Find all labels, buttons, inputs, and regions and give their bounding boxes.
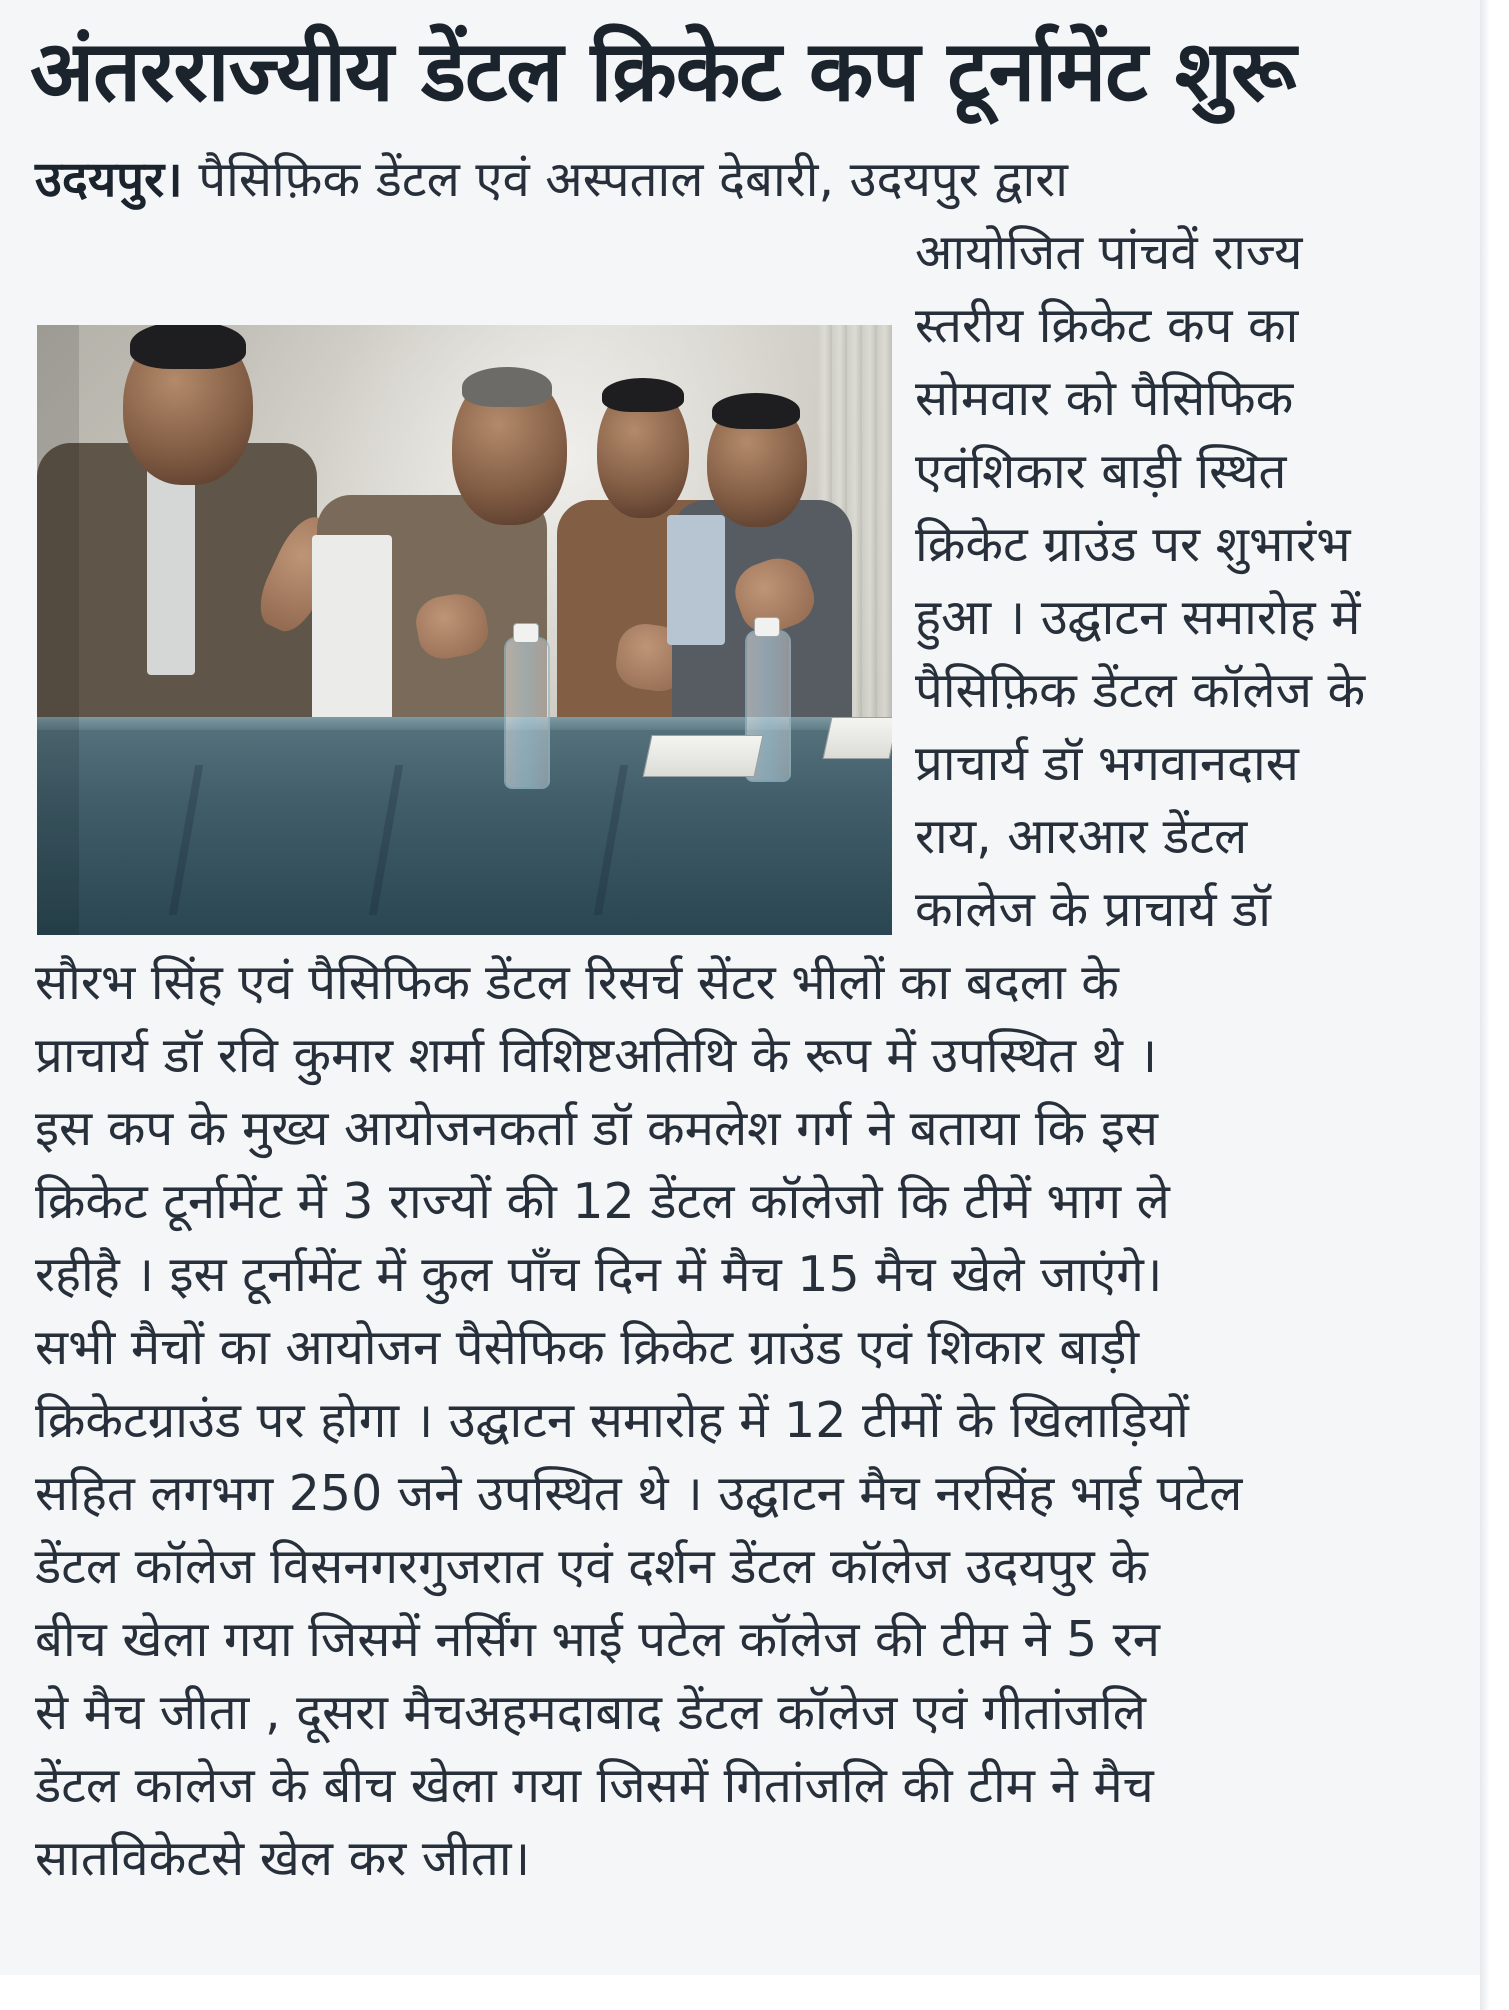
water-bottle-left	[504, 637, 550, 789]
article-line-20: डेंटल कॉलेज विसनगरगुजरात एवं दर्शन डेंटल कॉलेज उदयपुर के	[35, 1538, 1148, 1595]
photo-left-shadow	[37, 325, 79, 935]
person-center-right-hair	[602, 378, 684, 412]
name-card-right	[823, 717, 892, 759]
article-line-14: इस कप के मुख्य आयोजनकर्ता डॉ कमलेश गर्ग ने बताया कि इस	[35, 1100, 1158, 1157]
article-line-13: प्राचार्य डॉ रवि कुमार शर्मा विशिष्टअतिथि के रूप में उपस्थित थे ।	[35, 1027, 1158, 1084]
article-line-15: क्रिकेट टूर्नामेंट में 3 राज्यों की 12 डेंटल कॉलेजो कि टीमें भाग ले	[35, 1173, 1170, 1230]
article-line-11: कालेज के प्राचार्य डॉ	[915, 881, 1271, 938]
article-line-6: क्रिकेट ग्राउंड पर शुभारंभ	[915, 516, 1351, 573]
article-dateline: उदयपुर।	[35, 151, 183, 208]
article-line-5: एवंशिकार बाड़ी स्थित	[915, 443, 1287, 500]
person-right-shirt	[667, 515, 725, 645]
water-bottle-right-cap	[754, 617, 780, 637]
article-line-22: से मैच जीता , दूसरा मैचअहमदाबाद डेंटल कॉलेज एवं गीतांजलि	[35, 1684, 1146, 1741]
scan-margin	[1480, 0, 1509, 2010]
article-line-7: हुआ । उद्घाटन समारोह में	[915, 589, 1361, 646]
article-line-12: सौरभ सिंह एवं पैसिफिक डेंटल रिसर्च सेंटर भीलों का बदला के	[35, 954, 1119, 1011]
article-headline: अंतरराज्यीय डेंटल क्रिकेट कप टूर्नामेंट शुरू	[30, 22, 1296, 120]
article-line-23: डेंटल कालेज के बीच खेला गया जिसमें गितांजलि की टीम ने मैच	[35, 1757, 1154, 1814]
article-photo	[37, 325, 892, 935]
article-line-24: सातविकेटसे खेल कर जीता।	[35, 1830, 531, 1887]
person-center-left-hair	[462, 367, 552, 407]
article-line-9: प्राचार्य डॉ भगवानदास	[915, 735, 1299, 792]
article-line-3: स्तरीय क्रिकेट कप का	[915, 297, 1299, 354]
person-right-hair	[712, 393, 800, 429]
article-line-4: सोमवार को पैसिफिक	[915, 370, 1294, 427]
article-line-1	[35, 145, 1465, 214]
article-line-2: आयोजित पांचवें राज्य	[915, 224, 1303, 281]
article-line-text: पैसिफ़िक डेंटल एवं अस्पताल देबारी, उदयपुर द्वारा	[198, 151, 1068, 208]
article-line-16: रहीहै । इस टूर्नामेंट में कुल पाँच दिन में मैच 15 मैच खेले जाएंगे।	[35, 1246, 1163, 1303]
article-line-10: राय, आरआर डेंटल	[915, 808, 1248, 865]
person-left-shirt	[147, 465, 195, 675]
article-line-19: सहित लगभग 250 जने उपस्थित थे । उद्घाटन मैच नरसिंह भाई पटेल	[35, 1465, 1243, 1522]
article-line-18: क्रिकेटग्राउंड पर होगा । उद्घाटन समारोह में 12 टीमों के खिलाड़ियों	[35, 1392, 1189, 1449]
person-center-left-shirt	[312, 535, 392, 725]
person-left-hair	[130, 325, 246, 369]
article-line-21: बीच खेला गया जिसमें नर्सिंग भाई पटेल कॉलेज की टीम ने 5 रन	[35, 1611, 1160, 1668]
article-line-8: पैसिफ़िक डेंटल कॉलेज के	[915, 662, 1366, 719]
water-bottle-left-cap	[513, 623, 539, 643]
article-line-17: सभी मैचों का आयोजन पैसेफिक क्रिकेट ग्राउंड एवं शिकार बाड़ी	[35, 1319, 1140, 1376]
name-card-center	[643, 735, 764, 777]
